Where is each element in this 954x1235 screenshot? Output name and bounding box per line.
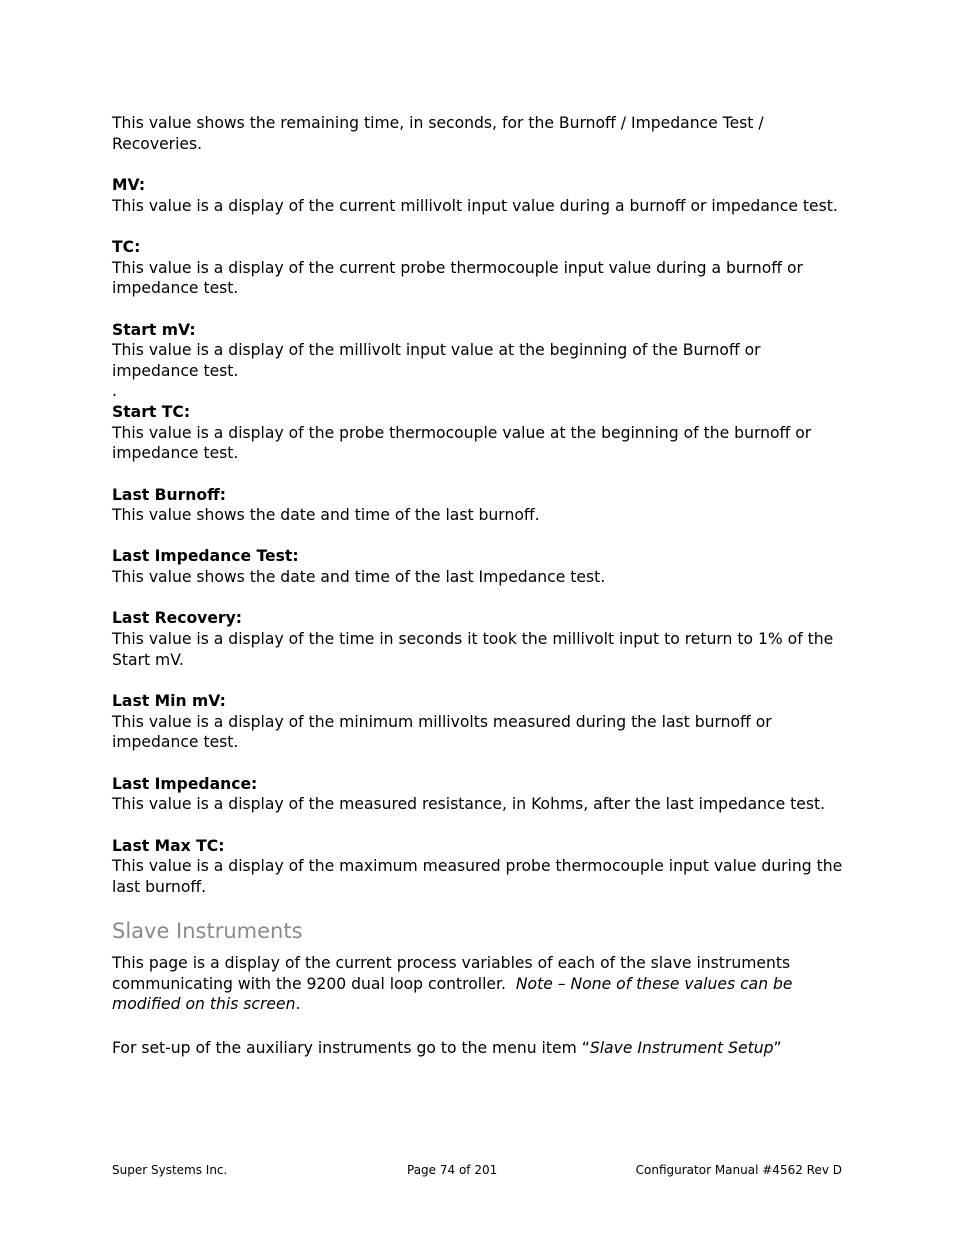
setup-paragraph-end: ” [773, 1038, 782, 1057]
field-description: This value is a display of the current millivolt input value during a burnoff or impedance test. [112, 196, 838, 215]
section-note: Note – None of these values can be modified on this screen [112, 974, 793, 1014]
field-description: This value is a display of the minimum millivolts measured during the last burnoff or impedance test. [112, 712, 772, 752]
field-label: Start mV: [112, 320, 196, 339]
field-last-min-mv [112, 691, 847, 753]
field-description: This value is a display of the maximum measured probe thermocouple input value during the last burnoff. [112, 857, 843, 896]
section-paragraph-text: This page is a display of the current process variables of each of the slave instruments communicating with the 9200 dual loop controller. [112, 954, 791, 993]
field-description: This value is a display of the millivolt input value at the beginning of the Burnoff or impedance test. [112, 341, 761, 380]
section-heading: Slave Instruments [112, 919, 303, 944]
footer-page-number: Page 74 of 201 [407, 1163, 498, 1177]
field-label: Last Impedance: [112, 774, 258, 793]
field-start-tc [112, 402, 847, 464]
section-paragraph [112, 953, 847, 1015]
field-label: Start TC: [112, 402, 191, 421]
field-description: This value is a display of the current probe thermocouple input value during a burnoff or impedance test. [112, 258, 803, 298]
field-description: This value shows the date and time of the last Impedance test. [112, 568, 606, 587]
field-last-max-tc [112, 836, 847, 898]
field-tc [112, 237, 847, 299]
field-label: Last Impedance Test: [112, 547, 299, 566]
field-description: This value shows the date and time of the last burnoff. [112, 506, 540, 525]
footer-company: Super Systems Inc. [112, 1163, 228, 1177]
intro-paragraph: This value shows the remaining time, in seconds, for the Burnoff / Impedance Test / Recoveries. [112, 114, 764, 153]
field-description: This value is a display of the measured resistance, in Kohms, after the last impedance test. [112, 795, 826, 814]
field-mv [112, 175, 847, 216]
field-description: This value is a display of the time in seconds it took the millivolt input to return to 1% of the Start mV. [112, 630, 834, 669]
field-label: Last Min mV: [112, 692, 226, 711]
field-description: This value is a display of the probe thermocouple value at the beginning of the burnoff or impedance test. [112, 423, 812, 463]
field-last-impedance-test [112, 546, 847, 587]
field-last-recovery [112, 608, 847, 670]
field-last-impedance [112, 774, 847, 815]
section-paragraph-end: . [295, 995, 301, 1014]
field-label: Last Max TC: [112, 836, 225, 855]
stray-dot: . [112, 382, 117, 401]
field-label: Last Burnoff: [112, 485, 226, 504]
setup-paragraph [112, 1038, 847, 1059]
setup-paragraph-text: For set-up of the auxiliary instruments go to the menu item “ [112, 1038, 590, 1057]
field-label: MV: [112, 175, 146, 194]
footer-manual-id: Configurator Manual #4562 Rev D [635, 1163, 842, 1177]
field-label: Last Recovery: [112, 609, 242, 628]
menu-item-reference: Slave Instrument Setup [589, 1038, 774, 1057]
field-last-burnoff [112, 485, 847, 526]
field-label: TC: [112, 237, 141, 256]
page-content [112, 113, 847, 1059]
field-start-mv [112, 320, 847, 402]
